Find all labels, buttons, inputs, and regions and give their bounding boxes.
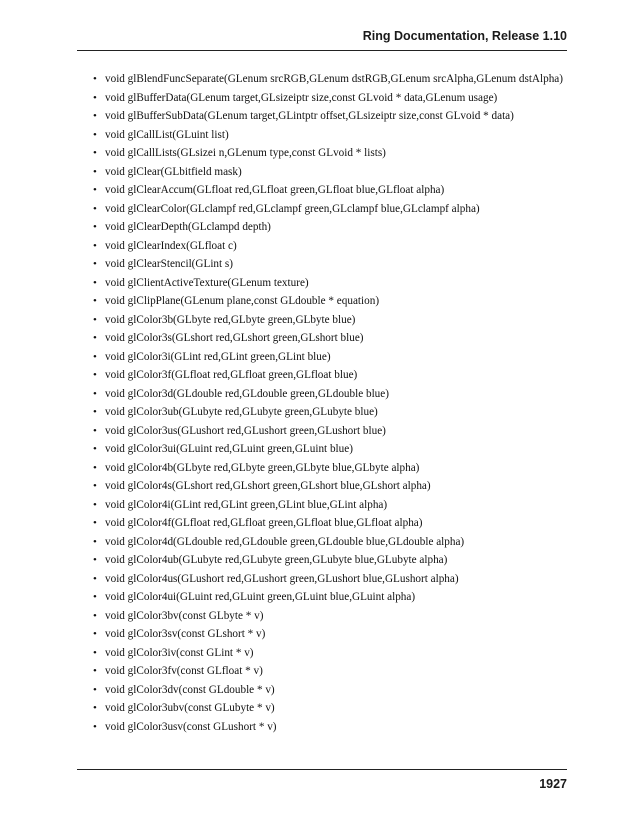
list-item (93, 89, 578, 108)
bullet-icon: • (93, 535, 97, 548)
function-signature: void glColor3dv(const GLdouble * v) (105, 683, 275, 696)
function-signature: void glColor3usv(const GLushort * v) (105, 720, 277, 733)
bullet-icon: • (93, 128, 97, 141)
list-item (93, 699, 578, 718)
function-signature: void glClearIndex(GLfloat c) (105, 239, 237, 252)
list-item (93, 570, 578, 589)
list-item (93, 459, 578, 478)
bullet-icon: • (93, 369, 97, 381)
function-signature: void glBufferData(GLenum target,GLsizeiptr size,const GLvoid * data,GLenum usage) (105, 91, 498, 104)
list-item (93, 348, 578, 367)
bullet-icon: • (93, 295, 97, 307)
bullet-icon: • (93, 239, 97, 252)
list-item (93, 422, 578, 441)
list-item (93, 200, 578, 219)
bullet-icon: • (93, 424, 97, 437)
list-item (93, 126, 578, 145)
list-item (93, 237, 578, 256)
bullet-icon: • (93, 720, 97, 733)
bullet-icon: • (93, 572, 97, 585)
function-signature: void glColor3f(GLfloat red,GLfloat green,GLfloat blue) (105, 369, 358, 381)
list-item (93, 533, 578, 552)
list-item (93, 163, 578, 182)
list-item (93, 644, 578, 663)
bullet-icon: • (93, 332, 97, 344)
function-signature: void glColor3sv(const GLshort * v) (105, 628, 266, 640)
function-signature: void glColor4b(GLbyte red,GLbyte green,GLbyte blue,GLbyte alpha) (105, 461, 420, 474)
function-signature: void glBufferSubData(GLenum target,GLintptr offset,GLsizeiptr size,const GLvoid * data) (105, 110, 514, 122)
header-rule (77, 50, 567, 51)
function-signature: void glColor4d(GLdouble red,GLdouble green,GLdouble blue,GLdouble alpha) (105, 535, 465, 548)
bullet-icon: • (93, 91, 97, 104)
bullet-icon: • (93, 387, 97, 400)
function-signature: void glColor4ub(GLubyte red,GLubyte green,GLubyte blue,GLubyte alpha) (105, 554, 448, 566)
bullet-icon: • (93, 498, 97, 511)
function-signature: void glClearAccum(GLfloat red,GLfloat green,GLfloat blue,GLfloat alpha) (105, 184, 445, 196)
bullet-icon: • (93, 165, 97, 178)
list-item (93, 366, 578, 385)
bullet-icon: • (93, 184, 97, 196)
page-number: 1927 (539, 777, 567, 791)
bullet-icon: • (93, 628, 97, 640)
function-signature: void glClearColor(GLclampf red,GLclampf green,GLclampf blue,GLclampf alpha) (105, 202, 480, 215)
list-item (93, 514, 578, 533)
bullet-icon: • (93, 683, 97, 696)
list-item (93, 440, 578, 459)
function-signature: void glClipPlane(GLenum plane,const GLdouble * equation) (105, 295, 380, 307)
bullet-icon: • (93, 147, 97, 159)
bullet-icon: • (93, 313, 97, 326)
list-item (93, 588, 578, 607)
bullet-icon: • (93, 73, 97, 85)
bullet-icon: • (93, 517, 97, 529)
function-signature: void glClientActiveTexture(GLenum texture) (105, 276, 309, 289)
list-item (93, 607, 578, 626)
list-item (93, 107, 578, 126)
bullet-icon: • (93, 665, 97, 677)
list-item (93, 662, 578, 681)
bullet-icon: • (93, 258, 97, 270)
list-item (93, 385, 578, 404)
function-signature: void glColor3ubv(const GLubyte * v) (105, 702, 275, 714)
list-item (93, 496, 578, 515)
bullet-icon: • (93, 646, 97, 659)
function-signature: void glColor3fv(const GLfloat * v) (105, 665, 263, 677)
bullet-icon: • (93, 480, 97, 492)
bullet-icon: • (93, 202, 97, 215)
function-signature: void glColor3bv(const GLbyte * v) (105, 609, 264, 622)
bullet-icon: • (93, 554, 97, 566)
list-item (93, 255, 578, 274)
list-item (93, 274, 578, 293)
list-item (93, 311, 578, 330)
bullet-icon: • (93, 443, 97, 455)
function-signature: void glColor3ui(GLuint red,GLuint green,GLuint blue) (105, 443, 353, 455)
bullet-icon: • (93, 406, 97, 418)
list-item (93, 403, 578, 422)
list-item (93, 681, 578, 700)
function-signature: void glColor3s(GLshort red,GLshort green,GLshort blue) (105, 332, 364, 344)
list-item (93, 551, 578, 570)
function-signature: void glBlendFuncSeparate(GLenum srcRGB,GLenum dstRGB,GLenum srcAlpha,GLenum dstAlpha) (105, 73, 563, 85)
function-signature: void glColor4ui(GLuint red,GLuint green,GLuint blue,GLuint alpha) (105, 591, 416, 603)
function-signature: void glColor3us(GLushort red,GLushort green,GLushort blue) (105, 424, 386, 437)
function-signature: void glClearStencil(GLint s) (105, 258, 234, 270)
function-signature: void glColor3b(GLbyte red,GLbyte green,GLbyte blue) (105, 313, 356, 326)
function-signature: void glColor4us(GLushort red,GLushort green,GLushort blue,GLushort alpha) (105, 572, 459, 585)
bullet-icon: • (93, 110, 97, 122)
list-item (93, 477, 578, 496)
list-item (93, 718, 578, 737)
function-signature: void glColor3i(GLint red,GLint green,GLint blue) (105, 350, 331, 363)
function-signature: void glCallLists(GLsizei n,GLenum type,const GLvoid * lists) (105, 147, 386, 159)
function-signature: void glColor4f(GLfloat red,GLfloat green,GLfloat blue,GLfloat alpha) (105, 517, 423, 529)
function-signature: void glColor4s(GLshort red,GLshort green,GLshort blue,GLshort alpha) (105, 480, 431, 492)
running-header-title: Ring Documentation, Release 1.10 (362, 29, 567, 43)
list-item (93, 218, 578, 237)
function-signature: void glColor3iv(const GLint * v) (105, 646, 254, 659)
function-signature: void glColor3ub(GLubyte red,GLubyte green,GLubyte blue) (105, 406, 378, 418)
function-signature: void glColor4i(GLint red,GLint green,GLint blue,GLint alpha) (105, 498, 388, 511)
bullet-icon: • (93, 350, 97, 363)
function-signature: void glColor3d(GLdouble red,GLdouble green,GLdouble blue) (105, 387, 389, 400)
function-list (93, 70, 578, 736)
list-item (93, 70, 578, 89)
footer-rule (77, 769, 567, 770)
list-item (93, 292, 578, 311)
bullet-icon: • (93, 276, 97, 289)
bullet-icon: • (93, 221, 97, 233)
function-signature: void glClear(GLbitfield mask) (105, 165, 242, 178)
list-item (93, 144, 578, 163)
bullet-icon: • (93, 609, 97, 622)
function-signature: void glClearDepth(GLclampd depth) (105, 221, 271, 233)
list-item (93, 625, 578, 644)
bullet-icon: • (93, 591, 97, 603)
function-signature: void glCallList(GLuint list) (105, 128, 229, 141)
list-item (93, 181, 578, 200)
list-item (93, 329, 578, 348)
bullet-icon: • (93, 702, 97, 714)
bullet-icon: • (93, 461, 97, 474)
